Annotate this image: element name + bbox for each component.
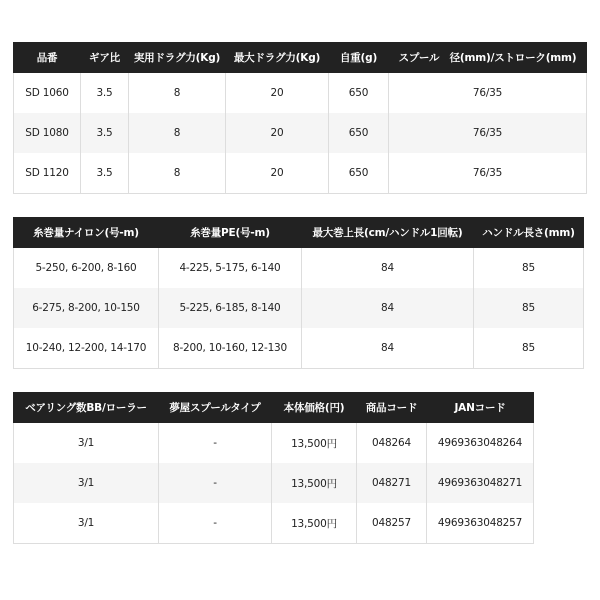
cell-jan-code: 4969363048257 <box>427 503 534 544</box>
header-nylon-capacity: 糸巻量ナイロン(号-m) <box>14 217 159 248</box>
cell-pe-capacity: 5-225, 6-185, 8-140 <box>159 288 302 328</box>
header-jan-code: JANコード <box>427 392 534 423</box>
cell-spool-type: - <box>159 423 272 463</box>
cell-max-drag: 20 <box>226 113 329 153</box>
cell-jan-code: 4969363048271 <box>427 463 534 503</box>
table-row <box>14 248 584 288</box>
table-row <box>14 328 584 369</box>
cell-gear-ratio: 3.5 <box>81 153 129 194</box>
cell-practical-drag: 8 <box>129 153 226 194</box>
spec-table-model <box>13 42 587 194</box>
cell-pe-capacity: 4-225, 5-175, 6-140 <box>159 248 302 288</box>
cell-nylon-capacity: 10-240, 12-200, 14-170 <box>14 328 159 369</box>
cell-spool-size: 76/35 <box>389 73 587 113</box>
header-pe-capacity: 糸巻量PE(号-m) <box>159 217 302 248</box>
cell-practical-drag: 8 <box>129 73 226 113</box>
header-model-number: 品番 <box>14 42 81 73</box>
header-gear-ratio: ギア比 <box>81 42 129 73</box>
cell-price: 13,500円 <box>272 423 357 463</box>
spec-table-line-capacity <box>13 217 584 369</box>
header-spool-type: 夢屋スプールタイプ <box>159 392 272 423</box>
cell-spool-size: 76/35 <box>389 153 587 194</box>
cell-handle-length: 85 <box>474 328 584 369</box>
table-row <box>14 73 587 113</box>
table-row <box>14 503 534 544</box>
cell-pe-capacity: 8-200, 10-160, 12-130 <box>159 328 302 369</box>
cell-weight: 650 <box>329 153 389 194</box>
spec-table-pricing <box>13 392 534 544</box>
cell-bearings: 3/1 <box>14 423 159 463</box>
cell-max-retrieve: 84 <box>302 248 474 288</box>
cell-spool-size: 76/35 <box>389 113 587 153</box>
table-row <box>14 463 534 503</box>
header-max-retrieve: 最大巻上長(cm/ハンドル1回転) <box>302 217 474 248</box>
table-header-row <box>14 392 534 423</box>
cell-spool-type: - <box>159 503 272 544</box>
cell-price: 13,500円 <box>272 503 357 544</box>
cell-handle-length: 85 <box>474 288 584 328</box>
cell-max-drag: 20 <box>226 73 329 113</box>
cell-bearings: 3/1 <box>14 503 159 544</box>
cell-gear-ratio: 3.5 <box>81 113 129 153</box>
cell-spool-type: - <box>159 463 272 503</box>
cell-weight: 650 <box>329 113 389 153</box>
cell-model-number: SD 1120 <box>14 153 81 194</box>
header-bearings: ベアリング数BB/ローラー <box>14 392 159 423</box>
header-weight: 自重(g) <box>329 42 389 73</box>
cell-max-retrieve: 84 <box>302 328 474 369</box>
header-spool-size: スプール 径(mm)/ストローク(mm) <box>389 42 587 73</box>
cell-product-code: 048264 <box>357 423 427 463</box>
cell-price: 13,500円 <box>272 463 357 503</box>
table-row <box>14 113 587 153</box>
header-price: 本体価格(円) <box>272 392 357 423</box>
cell-max-retrieve: 84 <box>302 288 474 328</box>
cell-nylon-capacity: 5-250, 6-200, 8-160 <box>14 248 159 288</box>
cell-weight: 650 <box>329 73 389 113</box>
table-header-row <box>14 42 587 73</box>
table-row <box>14 153 587 194</box>
header-product-code: 商品コード <box>357 392 427 423</box>
cell-product-code: 048257 <box>357 503 427 544</box>
table-header-row <box>14 217 584 248</box>
cell-nylon-capacity: 6-275, 8-200, 10-150 <box>14 288 159 328</box>
cell-max-drag: 20 <box>226 153 329 194</box>
header-max-drag: 最大ドラグ力(Kg) <box>226 42 329 73</box>
cell-gear-ratio: 3.5 <box>81 73 129 113</box>
cell-practical-drag: 8 <box>129 113 226 153</box>
cell-jan-code: 4969363048264 <box>427 423 534 463</box>
cell-product-code: 048271 <box>357 463 427 503</box>
cell-model-number: SD 1060 <box>14 73 81 113</box>
header-practical-drag: 実用ドラグ力(Kg) <box>129 42 226 73</box>
cell-model-number: SD 1080 <box>14 113 81 153</box>
cell-handle-length: 85 <box>474 248 584 288</box>
table-row <box>14 288 584 328</box>
header-handle-length: ハンドル長さ(mm) <box>474 217 584 248</box>
table-row <box>14 423 534 463</box>
cell-bearings: 3/1 <box>14 463 159 503</box>
